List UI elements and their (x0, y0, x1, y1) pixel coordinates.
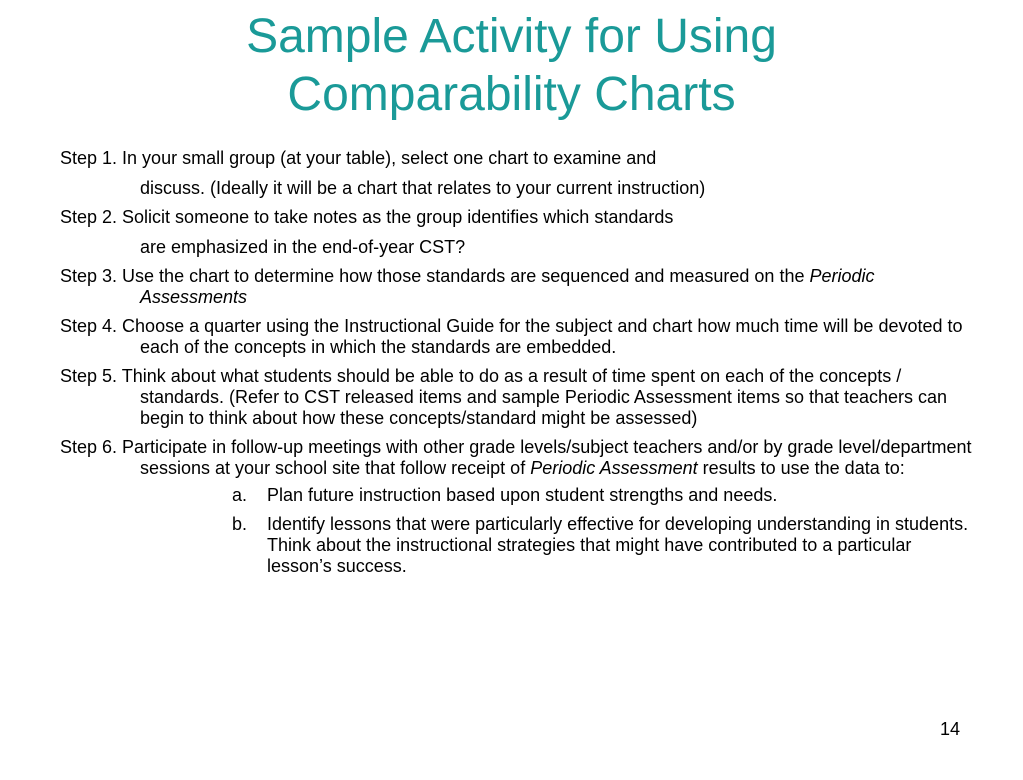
slide-title-line-1: Sample Activity for Using (246, 10, 777, 63)
step-5 (60, 366, 980, 429)
page-number: 14 (939, 719, 960, 739)
step-4 (60, 316, 980, 358)
step-5-text: Step 5. Think about what students should be able to do as a result of time spent on each of the concepts / standards. (Refer to CST released items and sample Periodic Assessment items so that teachers can begin to think about how these concepts/standard might be assessed) (60, 366, 948, 428)
step-6-italic-text: Periodic Assessment (530, 458, 698, 478)
list-item-text: Identify lessons that were particularly effective for developing understanding in students. Think about the instructional strategies that might have contributed to a particular lesson’s success. (267, 514, 969, 576)
steps-list (60, 148, 980, 585)
list-item (140, 514, 980, 577)
list-item-marker: a. (232, 485, 248, 505)
step-1-line-1: Step 1. In your small group (at your table), select one chart to examine and (60, 148, 657, 168)
step-3 (60, 266, 980, 308)
step-6-text-before: Step 6. Participate in follow-up meetings with other grade levels/subject teachers and/or by grade level/department sessions at your school site that follow receipt of (60, 437, 972, 478)
list-item-text: Plan future instruction based upon student strengths and needs. (267, 485, 778, 505)
step-4-text: Step 4. Choose a quarter using the Instructional Guide for the subject and chart how much time will be devoted to each of the concepts in which the standards are embedded. (60, 316, 963, 357)
step-6-text-after: results to use the data to: (697, 458, 905, 478)
step-3-text: Step 3. Use the chart to determine how those standards are sequenced and measured on the (60, 266, 810, 286)
step-3-italic-text: Periodic Assessments (140, 266, 875, 307)
slide-title (0, 8, 1023, 124)
step-6-subitems (140, 485, 980, 577)
step-2-line-1: Step 2. Solicit someone to take notes as the group identifies which standards (60, 207, 674, 227)
step-6 (60, 437, 980, 577)
step-1 (60, 148, 980, 199)
slide-title-line-2: Comparability Charts (287, 68, 736, 121)
list-item-marker: b. (232, 514, 248, 534)
step-1-line-2: discuss. (Ideally it will be a chart that relates to your current instruction) (140, 178, 706, 198)
step-2 (60, 207, 980, 258)
step-2-line-2: are emphasized in the end-of-year CST? (140, 237, 466, 257)
list-item (140, 485, 980, 506)
